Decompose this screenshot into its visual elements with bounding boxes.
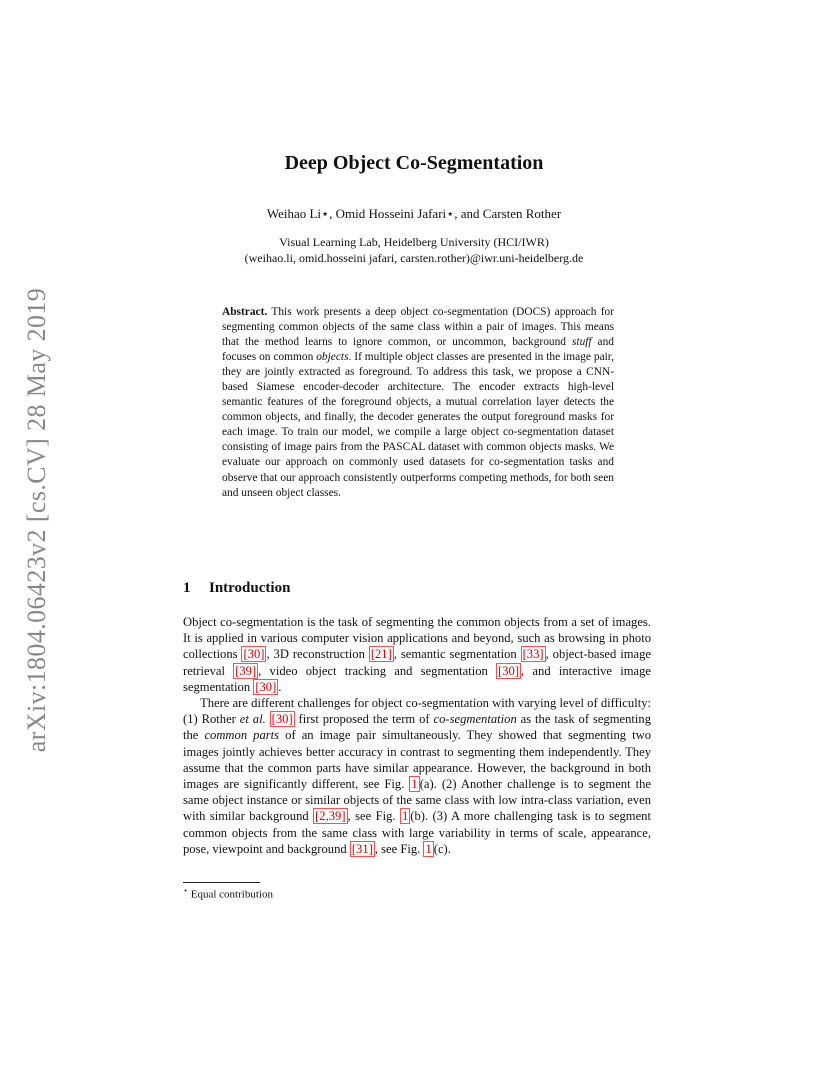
citation-link[interactable]: [31] — [351, 841, 373, 856]
text-run: . — [278, 679, 282, 694]
abstract-emphasis-stuff: stuff — [571, 336, 592, 349]
abstract-emphasis-objects: objects — [316, 351, 349, 364]
arxiv-identifier-stamp: arXiv:1804.06423v2 [cs.CV] 28 May 2019 — [22, 287, 51, 753]
citation-link[interactable]: [30] — [255, 679, 277, 694]
text-run: of an image pair simultaneously. They showed that segmenting two images jointly achieves better accuracy in contrast to segmenting them independently. They assume that the common parts have similar appearance. However, the background in both images are significantly different, see Fig. — [183, 728, 651, 792]
text-run: first proposed the term of — [294, 712, 434, 727]
text-run: (b). (3) A more challenging task is to segment common objects from the same class with large variability in terms of scale, appearance, pose, viewpoint and background — [183, 809, 651, 856]
emphasis-et-al: et al. — [239, 712, 266, 727]
section-heading-introduction — [183, 580, 290, 597]
affiliation-line-1: Visual Learning Lab, Heidelberg University (HCI/IWR) — [279, 235, 549, 249]
citation-link[interactable]: [30] — [243, 647, 265, 662]
text-run: as the task of segmenting the — [183, 712, 651, 743]
author-list: Weihao Li⋆, Omid Hosseini Jafari⋆, and Carsten Rother — [266, 206, 562, 221]
footnote-rule — [183, 882, 260, 883]
abstract-block — [222, 305, 614, 501]
footnote — [183, 886, 273, 901]
text-run: , and interactive image segmentation — [183, 663, 651, 694]
affiliation-emails: (weihao.li, omid.hosseini jafari, carsten.rother)@iwr.uni-heidelberg.de — [244, 251, 584, 265]
paragraph-2 — [183, 695, 651, 857]
citation-link[interactable]: [39] — [235, 663, 257, 678]
footnote-mark: ⋆ — [183, 886, 189, 895]
text-run: , object-based image retrieval — [183, 647, 651, 678]
text-run: , 3D reconstruction — [266, 647, 369, 662]
paper-title: Deep Object Co-Segmentation — [284, 152, 544, 174]
emphasis-common-parts: common parts — [204, 728, 280, 743]
citation-link[interactable]: [21] — [370, 647, 392, 662]
text-run: , see Fig. — [374, 841, 424, 856]
paragraph-1 — [183, 614, 651, 695]
text-run: , video object tracking and segmentation — [258, 663, 497, 678]
text-run: Object co-segmentation is the task of segmenting the common objects from a set of images. It is applied in various computer vision applications and beyond, such as browsing in photo collections — [183, 615, 651, 662]
text-run: (c). — [433, 841, 451, 856]
emphasis-co-segmentation: co-segmentation — [433, 712, 517, 727]
abstract-text: This work presents a deep object co-segmentation (DOCS) approach for segmenting common objects of the same class within a pair of images. This means that the method learns to ignore common, or uncommon, background — [222, 306, 614, 349]
text-run: (a). (2) Another challenge is to segment the same object instance or similar objects of the same class with low intra-class variation, even with similar background — [183, 777, 651, 824]
affiliation — [0, 234, 828, 266]
figure-reference-link[interactable]: 1 — [401, 809, 409, 824]
text-run: There are different challenges for object co-segmentation with varying level of difficulty: (1) Rother — [183, 696, 651, 727]
text-run: , semantic segmentation — [393, 647, 521, 662]
citation-link[interactable]: [30] — [498, 663, 520, 678]
section-title: Introduction — [209, 580, 291, 596]
abstract-text: and focuses on common — [222, 336, 614, 364]
footnote-text: Equal contribution — [188, 888, 273, 901]
section-number: 1 — [183, 580, 191, 596]
figure-reference-link[interactable]: 1 — [411, 777, 418, 792]
introduction-body — [183, 614, 651, 857]
text-run: , see Fig. — [347, 809, 400, 824]
abstract-label: Abstract. — [222, 306, 268, 318]
citation-link[interactable]: [33] — [522, 647, 544, 662]
citation-link[interactable]: [30] — [271, 712, 293, 727]
figure-reference-link[interactable]: 1 — [425, 841, 432, 856]
citation-link[interactable]: [2,39] — [315, 809, 346, 824]
abstract-text: . If multiple object classes are presented in the image pair, they are jointly extracted as foreground. To address this task, we propose a CNN-based Siamese encoder-decoder architecture. The encoder extracts high-level semantic features of the foreground objects, a mutual correlation layer detects the common objects, and finally, the decoder generates the output foreground masks for each image. To train our model, we compile a large object co-segmentation dataset consisting of image pairs from the PASCAL dataset with common objects masks. We evaluate our approach on commonly used datasets for co-segmentation tasks and observe that our approach consistently outperforms competing methods, for both seen and unseen object classes. — [222, 351, 614, 499]
